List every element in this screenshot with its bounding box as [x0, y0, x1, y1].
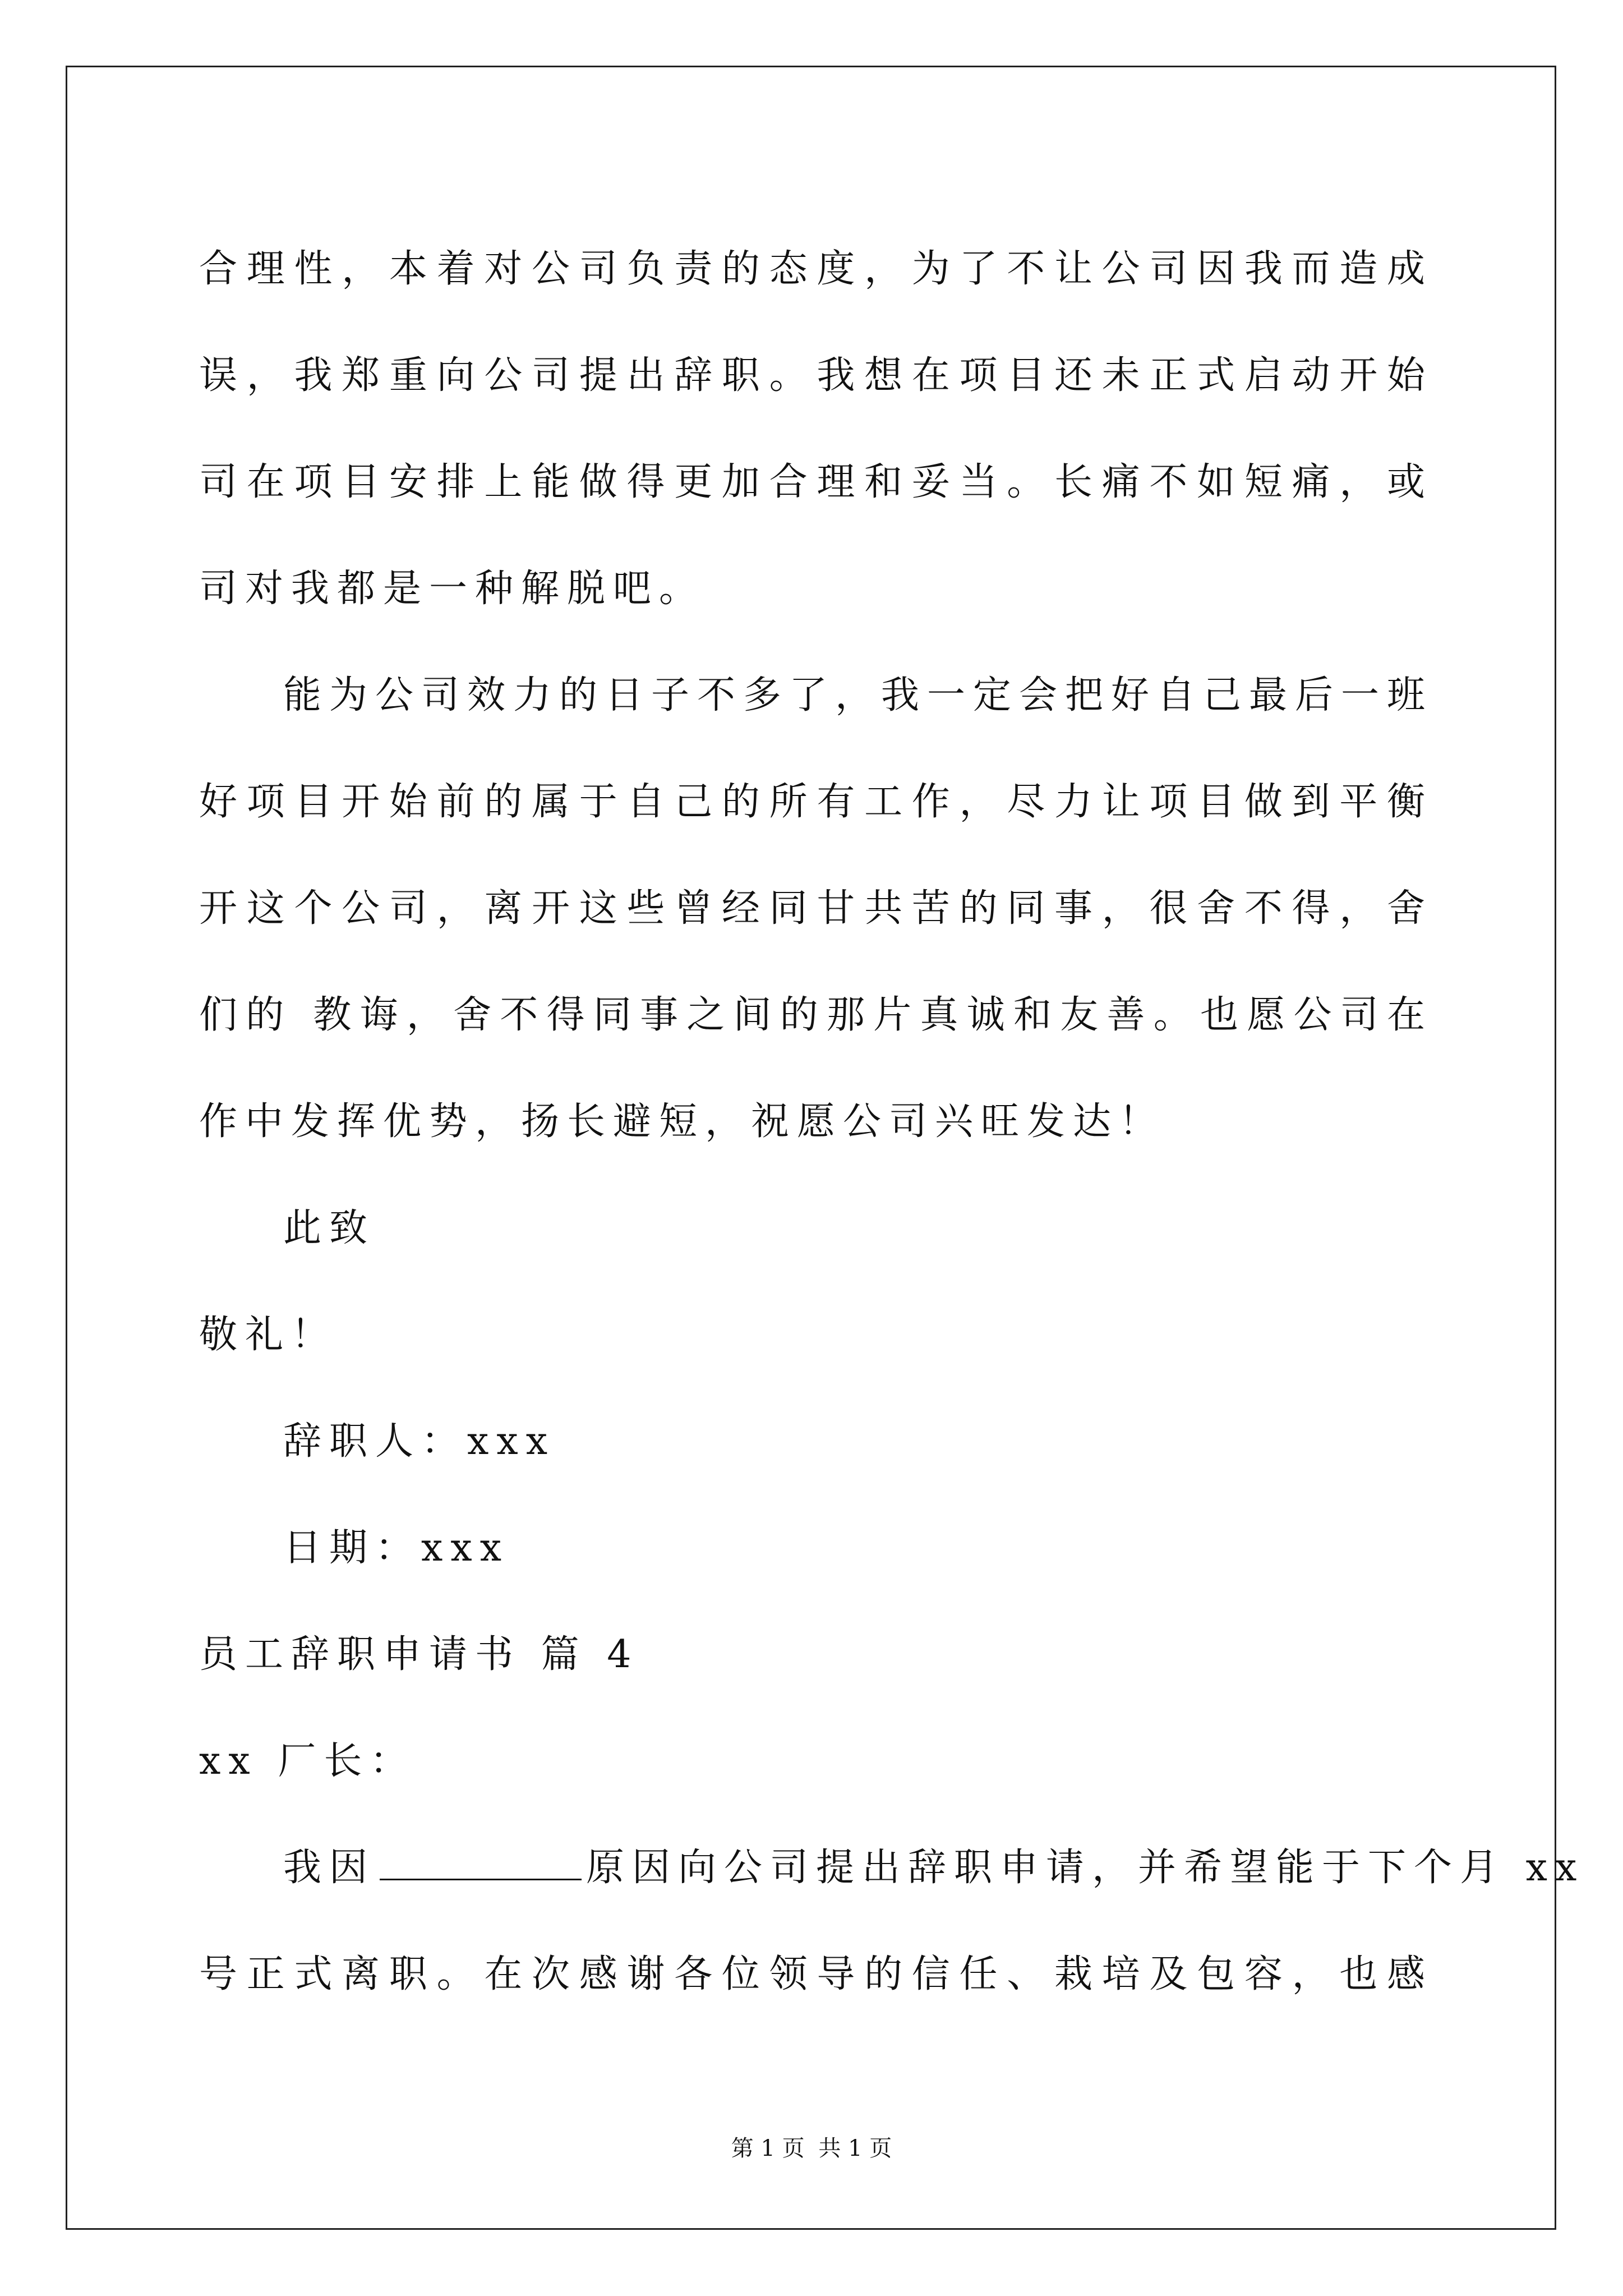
resigner-line: 辞职人：xxx: [283, 1419, 556, 1464]
text-line: 开这个公司，离开这些曾经同甘共苦的同事，很舍不得，舍: [199, 886, 1433, 931]
total-pages: 共 1 页: [818, 2136, 892, 2161]
paragraph-start-line: 能为公司效力的日子不多了，我一定会把好自己最后一班: [283, 673, 1433, 717]
text-line: 司在项目安排上能做得更加合理和妥当。长痛不如短痛，或: [199, 460, 1433, 504]
text-line: 合理性，本着对公司负责的态度，为了不让公司因我而造成: [199, 247, 1433, 291]
date-line: 日期：xxx: [283, 1526, 510, 1570]
line-suffix: 原因向公司提出辞职申请，并希望能于下个月 xx: [586, 1846, 1585, 1890]
closing-salutation: 此致: [283, 1206, 376, 1250]
text-line: 误，我郑重向公司提出辞职。我想在项目还未正式启动开始: [199, 353, 1433, 398]
page-number: 第 1 页: [731, 2136, 805, 2161]
text-line: 作中发挥优势，扬长避短，祝愿公司兴旺发达！: [199, 1099, 1165, 1144]
closing-respect: 敬礼！: [199, 1313, 338, 1357]
section-heading: 员工辞职申请书 篇 4: [199, 1632, 639, 1677]
paragraph-start-line: [199, 1815, 1585, 1921]
text-line: 们的 教诲，舍不得同事之间的那片真诚和友善。也愿公司在: [199, 993, 1433, 1037]
page-footer: [0, 2134, 1623, 2162]
addressee-line: xx 厂长：: [199, 1739, 416, 1783]
document-body: [199, 216, 1585, 2028]
text-line: 号正式离职。在次感谢各位领导的信任、栽培及包容，也感: [199, 1952, 1433, 1996]
line-prefix: 我因: [283, 1846, 376, 1890]
blank-underline: [380, 1849, 582, 1880]
text-line: 好项目开始前的属于自己的所有工作，尽力让项目做到平衡: [199, 780, 1433, 824]
text-line: 司对我都是一种解脱吧。: [199, 567, 706, 611]
